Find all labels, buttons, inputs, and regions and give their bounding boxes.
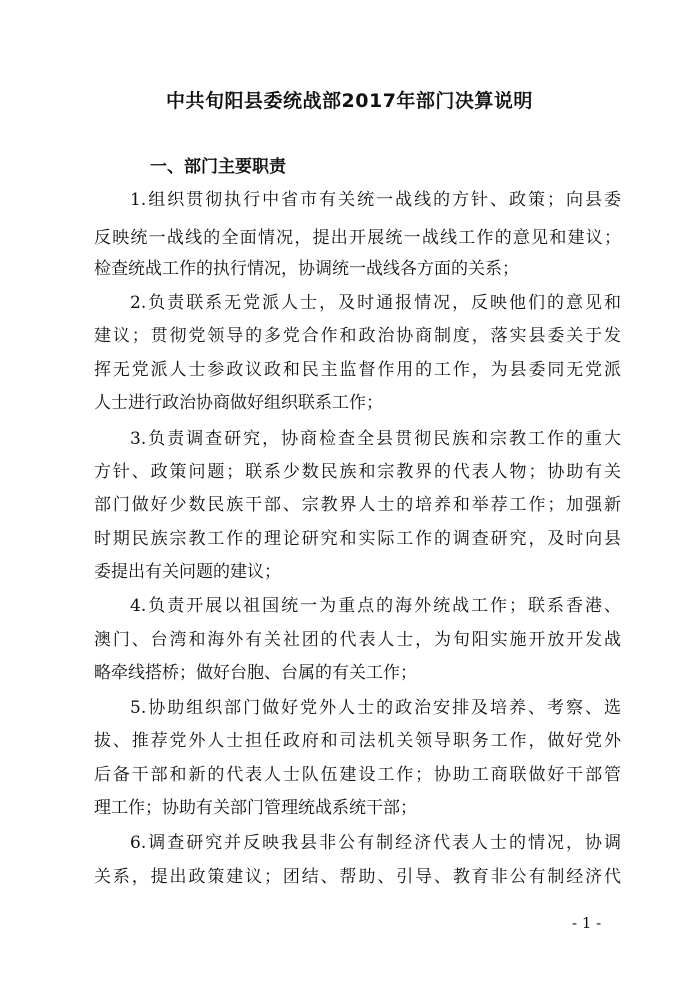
paragraph-line: 6.调查研究并反映我县非公有制经济代表人士的情况，协调 (130, 833, 621, 853)
paragraph-line: 略牵线搭桥；做好台胞、台属的有关工作； (94, 663, 417, 683)
paragraph-line: 委提出有关问题的建议； (94, 562, 281, 582)
paragraph-line: 建议；贯彻党领导的多党合作和政治协商制度，落实县委关于发 (94, 326, 621, 346)
paragraph-line: 挥无党派人士参政议政和民主监督作用的工作，为县委同无党派 (94, 360, 621, 380)
paragraph-line: 3.负责调查研究，协商检查全县贯彻民族和宗教工作的重大 (130, 429, 621, 449)
paragraph-line: 拔、推荐党外人士担任政府和司法机关领导职务工作，做好党外 (94, 731, 621, 751)
paragraph-line: 2.负责联系无党派人士，及时通报情况，反映他们的意见和 (130, 293, 621, 313)
paragraph-line: 5.协助组织部门做好党外人士的政治安排及培养、考察、选 (130, 698, 621, 718)
paragraph-line: 理工作；协助有关部门管理统战系统干部； (94, 798, 417, 818)
document-title: 中共旬阳县委统战部2017年部门决算说明 (166, 90, 533, 112)
paragraph-line: 4.负责开展以祖国统一为重点的海外统战工作；联系香港、 (130, 596, 621, 616)
paragraph-line: 方针、政策问题；联系少数民族和宗教界的代表人物；协助有关 (94, 462, 621, 482)
page-number: - 1 - (572, 914, 602, 932)
paragraph-line: 检查统战工作的执行情况，协调统一战线各方面的关系； (94, 259, 519, 279)
paragraph-line: 人士进行政治协商做好组织联系工作； (94, 393, 383, 413)
paragraph-line: 后备干部和新的代表人士队伍建设工作；协助工商联做好干部管 (94, 765, 621, 785)
section-heading: 一、部门主要职责 (150, 157, 286, 177)
paragraph-line: 部门做好少数民族干部、宗教界人士的培养和举荐工作；加强新 (94, 495, 621, 515)
paragraph-line: 时期民族宗教工作的理论研究和实际工作的调查研究，及时向县 (94, 529, 621, 549)
paragraph-line: 反映统一战线的全面情况，提出开展统一战线工作的意见和建议； (94, 228, 621, 248)
paragraph-line: 1.组织贯彻执行中省市有关统一战线的方针、政策；向县委 (130, 190, 621, 210)
paragraph-line: 关系，提出政策建议；团结、帮助、引导、教育非公有制经济代 (94, 867, 621, 887)
paragraph-line: 澳门、台湾和海外有关社团的代表人士，为旬阳实施开放开发战 (94, 630, 621, 650)
